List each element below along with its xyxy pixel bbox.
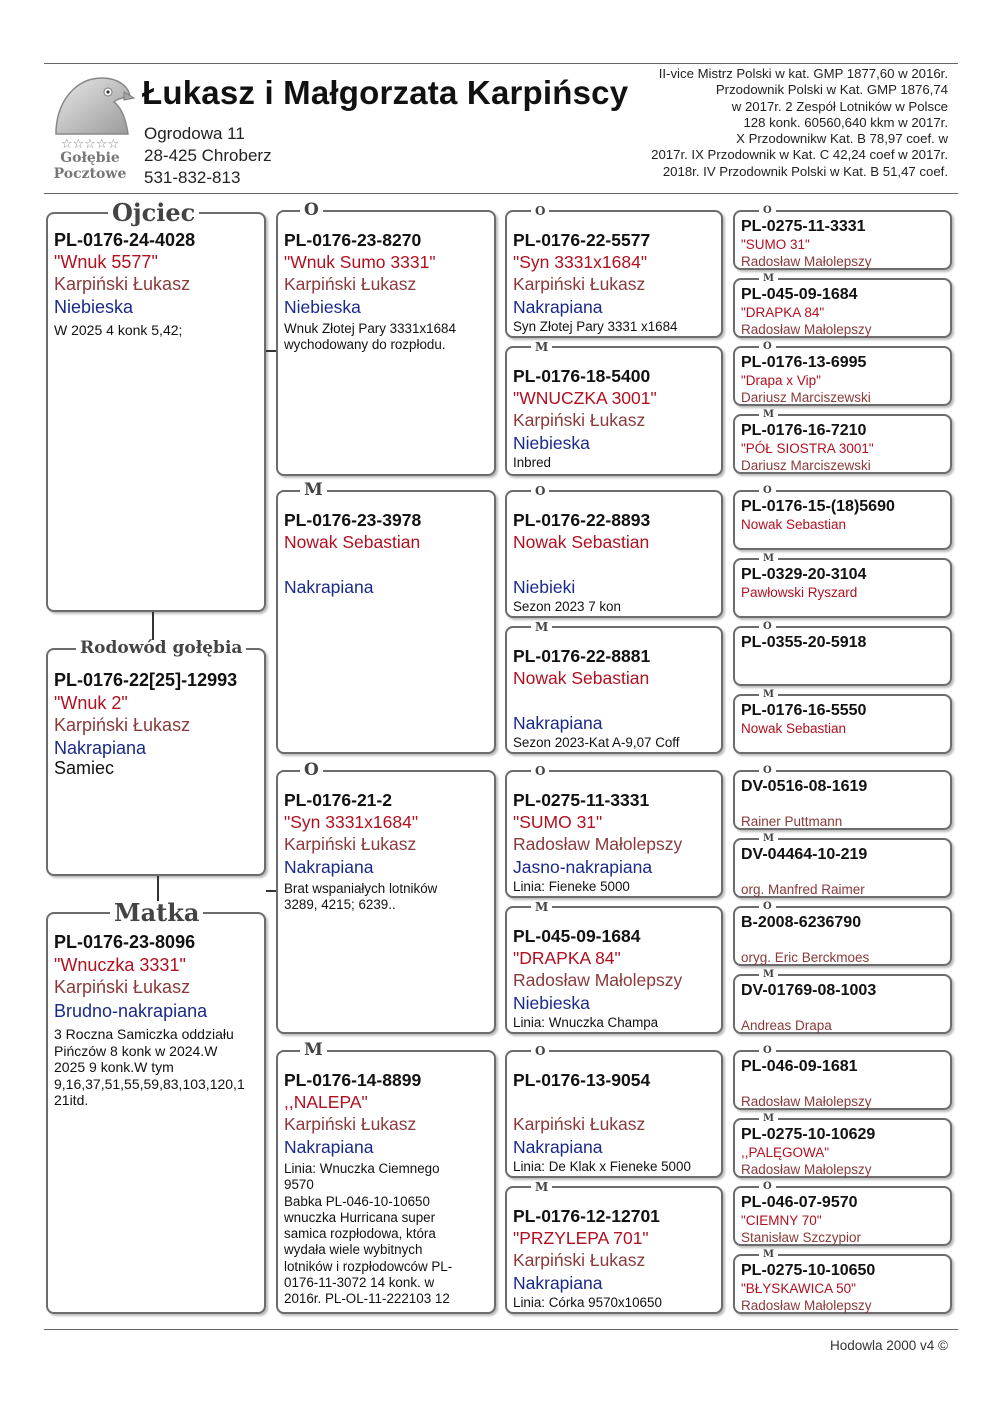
- gen3-1-owner: Karpiński Łukasz: [513, 274, 646, 294]
- gen4-6-sex-label: M: [759, 554, 778, 564]
- gen2-3-note: Brat wspaniałych lotników 3289, 4215; 6239..: [284, 881, 438, 913]
- gen2-1-ring: PL-0176-23-8270: [284, 230, 422, 250]
- gen4-3-owner: Dariusz Marciszewski: [741, 390, 871, 405]
- gen3-4-note: Sezon 2023-Kat A-9,07 Coff: [513, 735, 680, 750]
- gen3-7-owner: Karpiński Łukasz: [513, 1114, 646, 1134]
- mother-name: "Wnuczka 3331": [54, 955, 186, 975]
- gen2-4-sex-label: M: [300, 1042, 327, 1059]
- gen3-box-8[interactable]: [505, 1180, 723, 1314]
- gen2-4-name: ,,NALEPA": [284, 1092, 368, 1112]
- gen3-8-owner: Karpiński Łukasz: [513, 1250, 646, 1270]
- gen4-box-6[interactable]: [733, 553, 952, 618]
- gen4-10-owner: org. Manfred Raimer: [741, 882, 865, 897]
- father-note: W 2025 4 konk 5,42;: [54, 322, 183, 338]
- gen4-10-sex-label: M: [759, 834, 778, 844]
- gen4-box-13[interactable]: [733, 1045, 952, 1110]
- gen3-2-color: Niebieska: [513, 433, 590, 453]
- gen3-1-note: Syn Złotej Pary 3331 x1684: [513, 319, 678, 334]
- gen4-11-owner: oryg. Eric Berckmoes: [741, 950, 870, 965]
- gen3-box-1[interactable]: [505, 204, 723, 338]
- subject-sex: Samiec: [54, 758, 115, 778]
- gen3-6-name: "DRAPKA 84": [513, 948, 621, 968]
- subject-box[interactable]: [46, 638, 266, 876]
- gen2-1-owner: Karpiński Łukasz: [284, 274, 417, 294]
- top-rule: [44, 63, 958, 64]
- gen4-13-ring: PL-046-09-1681: [741, 1058, 858, 1075]
- gen3-box-2[interactable]: [505, 340, 723, 476]
- subject-label: Rodowód gołębia: [76, 640, 246, 657]
- gen4-7-sex-label: O: [759, 622, 776, 632]
- gen4-box-7[interactable]: [733, 621, 952, 686]
- gen4-5-sex-label: O: [759, 486, 776, 496]
- gen3-5-sex-label: O: [531, 765, 549, 777]
- gen4-4-name: "PÓŁ SIOSTRA 3001": [741, 441, 874, 456]
- gen4-1-ring: PL-0275-11-3331: [741, 218, 866, 235]
- gen3-7-sex-label: O: [531, 1045, 549, 1057]
- gen2-box-4[interactable]: [276, 1040, 496, 1314]
- gen2-1-color: Niebieska: [284, 297, 361, 317]
- gen2-3-name: "Syn 3331x1684": [284, 812, 419, 832]
- address-street: Ogrodowa 11: [144, 124, 245, 143]
- subject-owner: Karpiński Łukasz: [54, 715, 191, 735]
- gen3-1-color: Nakrapiana: [513, 297, 603, 317]
- gen3-4-color: Nakrapiana: [513, 713, 603, 733]
- gen3-box-4[interactable]: [505, 620, 723, 754]
- gen2-3-color: Nakrapiana: [284, 857, 374, 877]
- gen3-1-sex-label: O: [531, 205, 549, 217]
- gen3-2-ring: PL-0176-18-5400: [513, 366, 651, 386]
- gen4-3-ring: PL-0176-13-6995: [741, 354, 867, 371]
- gen4-box-1[interactable]: [733, 205, 952, 270]
- gen4-9-ring: DV-0516-08-1619: [741, 778, 868, 795]
- gen4-4-owner: Dariusz Marciszewski: [741, 458, 871, 473]
- mother-note: 3 Roczna Samiczka oddziału Pińczów 8 konk w 2024.W 2025 9 konk.W tym 9,16,37,51,55,59,83,103,120,1 21itd.: [54, 1026, 245, 1108]
- gen4-9-owner: Rainer Puttmann: [741, 814, 843, 829]
- gen3-8-ring: PL-0176-12-12701: [513, 1206, 660, 1226]
- gen3-3-sex-label: O: [531, 485, 549, 497]
- gen4-1-owner: Radosław Małolepszy: [741, 254, 872, 269]
- gen4-5-ring: PL-0176-15-(18)5690: [741, 498, 895, 515]
- gen4-14-sex-label: M: [759, 1114, 778, 1124]
- gen3-2-owner: Karpiński Łukasz: [513, 410, 646, 430]
- gen3-2-note: Inbred: [513, 455, 551, 470]
- gen4-15-ring: PL-046-07-9570: [741, 1194, 858, 1211]
- gen4-box-15[interactable]: [733, 1181, 952, 1246]
- gen3-5-ring: PL-0275-11-3331: [513, 790, 650, 810]
- gen2-3-owner: Karpiński Łukasz: [284, 834, 417, 854]
- bracket-father-h: [266, 350, 276, 352]
- gen2-2-color: Nakrapiana: [284, 577, 374, 597]
- gen2-4-color: Nakrapiana: [284, 1137, 374, 1157]
- gen3-8-name: "PRZYLEPA 701": [513, 1228, 649, 1248]
- gen4-8-sex-label: M: [759, 690, 778, 700]
- gen3-3-color: Niebieki: [513, 577, 576, 597]
- father-color: Niebieska: [54, 297, 134, 317]
- gen4-box-9[interactable]: [733, 765, 952, 830]
- father-owner: Karpiński Łukasz: [54, 274, 191, 294]
- gen3-1-name: "Syn 3331x1684": [513, 252, 648, 272]
- mother-color: Brudno-nakrapiana: [54, 1001, 208, 1021]
- gen4-box-3[interactable]: [733, 341, 952, 406]
- gen4-6-ring: PL-0329-20-3104: [741, 566, 867, 583]
- father-ring: PL-0176-24-4028: [54, 230, 196, 250]
- mother-owner: Karpiński Łukasz: [54, 977, 191, 997]
- gen2-1-note: Wnuk Złotej Pary 3331x1684 wychodowany do rozpłodu.: [284, 321, 456, 353]
- gen4-box-11[interactable]: [733, 901, 952, 966]
- gen4-box-8[interactable]: [733, 689, 952, 754]
- gen3-4-ring: PL-0176-22-8881: [513, 646, 651, 666]
- gen3-5-color: Jasno-nakrapiana: [513, 857, 653, 877]
- gen4-box-5[interactable]: [733, 485, 952, 550]
- gen4-14-ring: PL-0275-10-10629: [741, 1126, 876, 1143]
- address-city: 28-425 Chroberz: [144, 146, 272, 165]
- gen3-6-ring: PL-045-09-1684: [513, 926, 641, 946]
- gen4-9-sex-label: O: [759, 766, 776, 776]
- gen2-2-ring: PL-0176-23-3978: [284, 510, 422, 530]
- gen4-box-2[interactable]: [733, 273, 952, 338]
- gen3-2-sex-label: M: [531, 341, 552, 353]
- gen4-4-ring: PL-0176-16-7210: [741, 422, 867, 439]
- gen3-3-ring: PL-0176-22-8893: [513, 510, 651, 530]
- gen3-6-owner: Radosław Małolepszy: [513, 970, 683, 990]
- gen4-box-14[interactable]: [733, 1113, 952, 1178]
- gen2-4-note: Linia: Wnuczka Ciemnego 9570 Babka PL-046-10-10650 wnuczka Hurricana super samica rozpłodowa, która wydała wiele wybitnych lotników i rozpłodowców PL- 0176-11-3072 14 konk. w 2016r. PL-OL-11-222103 12: [284, 1161, 453, 1307]
- subject-color: Nakrapiana: [54, 738, 147, 758]
- gen4-15-sex-label: O: [759, 1182, 776, 1192]
- gen4-15-owner: Stanisław Szczypior: [741, 1230, 862, 1245]
- gen3-box-6[interactable]: [505, 900, 723, 1034]
- gen3-5-note: Linia: Fieneke 5000: [513, 879, 630, 894]
- gen3-box-7[interactable]: [505, 1044, 723, 1178]
- gen4-2-ring: PL-045-09-1684: [741, 286, 858, 303]
- gen3-8-sex-label: M: [531, 1181, 552, 1193]
- gen4-2-name: "DRAPKA 84": [741, 305, 825, 320]
- gen3-7-note: Linia: De Klak x Fieneke 5000: [513, 1159, 691, 1174]
- gen2-2-owner: Nowak Sebastian: [284, 532, 421, 552]
- gen4-12-owner: Andreas Drapa: [741, 1018, 832, 1033]
- mother-ring: PL-0176-23-8096: [54, 932, 196, 952]
- gen4-13-owner: Radosław Małolepszy: [741, 1094, 872, 1109]
- father-label: Ojciec: [108, 201, 199, 225]
- gen3-7-ring: PL-0176-13-9054: [513, 1070, 651, 1090]
- logo-line1: Gołębie: [60, 150, 120, 166]
- subject-ring: PL-0176-22[25]-12993: [54, 670, 238, 690]
- father-name: "Wnuk 5577": [54, 252, 158, 272]
- gen4-3-name: "Drapa x Vip": [741, 373, 821, 388]
- gen4-box-16[interactable]: [733, 1249, 952, 1314]
- gen4-8-ring: PL-0176-16-5550: [741, 702, 867, 719]
- gen2-1-sex-label: O: [300, 202, 323, 219]
- gen4-7-ring: PL-0355-20-5918: [741, 634, 867, 651]
- gen3-6-sex-label: M: [531, 901, 552, 913]
- gen2-box-3[interactable]: [276, 760, 496, 1034]
- gen3-3-owner: Nowak Sebastian: [513, 532, 650, 552]
- gen3-5-owner: Radosław Małolepszy: [513, 834, 683, 854]
- gen4-11-ring: B-2008-6236790: [741, 914, 862, 931]
- address-phone: 531-832-813: [144, 168, 241, 187]
- gen2-4-owner: Karpiński Łukasz: [284, 1114, 417, 1134]
- gen4-8-name: Nowak Sebastian: [741, 721, 847, 736]
- gen2-3-sex-label: O: [300, 762, 323, 779]
- gen3-5-name: "SUMO 31": [513, 812, 603, 832]
- mother-label: Matka: [110, 901, 203, 925]
- gen4-16-name: "BŁYSKAWICA 50": [741, 1281, 856, 1296]
- gen2-2-sex-label: M: [300, 482, 327, 499]
- gen3-2-name: "WNUCZKA 3001": [513, 388, 657, 408]
- gen4-16-ring: PL-0275-10-10650: [741, 1262, 876, 1279]
- gen3-4-owner: Nowak Sebastian: [513, 668, 650, 688]
- gen4-13-sex-label: O: [759, 1046, 776, 1056]
- gen2-4-ring: PL-0176-14-8899: [284, 1070, 422, 1090]
- gen4-4-sex-label: M: [759, 410, 778, 420]
- father-box[interactable]: [46, 198, 266, 612]
- gen4-12-sex-label: M: [759, 970, 778, 980]
- gen2-box-2[interactable]: [276, 480, 496, 754]
- gen4-2-owner: Radosław Małolepszy: [741, 322, 872, 337]
- gen4-15-name: "CIEMNY 70": [741, 1213, 822, 1228]
- gen4-2-sex-label: M: [759, 274, 778, 284]
- gen3-8-note: Linia: Córka 9570x10650: [513, 1295, 662, 1310]
- gen3-box-3[interactable]: [505, 484, 723, 618]
- gen4-3-sex-label: O: [759, 342, 776, 352]
- footer-rule: [44, 1329, 958, 1330]
- gen4-5-name: Nowak Sebastian: [741, 517, 847, 532]
- gen2-3-ring: PL-0176-21-2: [284, 790, 392, 810]
- bracket-mother-h: [266, 890, 276, 892]
- subject-name: "Wnuk 2": [54, 693, 128, 713]
- gen3-1-ring: PL-0176-22-5577: [513, 230, 651, 250]
- gen3-4-sex-label: M: [531, 621, 552, 633]
- gen2-box-1[interactable]: [276, 200, 496, 476]
- gen3-6-note: Linia: Wnuczka Champa: [513, 1015, 659, 1030]
- header-rule: [44, 193, 958, 194]
- gen4-14-name: ,,PALĘGOWA": [741, 1145, 830, 1160]
- logo-stars: ☆☆☆☆☆: [60, 136, 120, 151]
- gen4-box-10[interactable]: [733, 833, 952, 898]
- gen3-7-color: Nakrapiana: [513, 1137, 603, 1157]
- gen4-1-name: "SUMO 31": [741, 237, 810, 252]
- gen3-6-color: Niebieska: [513, 993, 590, 1013]
- gen2-1-name: "Wnuk Sumo 3331": [284, 252, 436, 272]
- gen4-12-ring: DV-01769-08-1003: [741, 982, 877, 999]
- gen4-box-12[interactable]: [733, 969, 952, 1034]
- achievements-text: II-vice Mistrz Polski w kat. GMP 1877,60 w 2016r. Przodownik Polski w Kat. GMP 1876,74 w 2017r. 2 Zespół Lotników w Polsce 128 konk. 60560,640 kkm w 2017r. X Przodownikw Kat. B 78,97 coef. w 2017r. IX Przodownik w Kat. C 42,24 coef w 2017r. 2018r. IV Przodownik Polski w Kat. B 51,47 coef.: [651, 66, 948, 179]
- mother-box[interactable]: [46, 898, 266, 1314]
- gen3-8-color: Nakrapiana: [513, 1273, 603, 1293]
- gen3-box-5[interactable]: [505, 764, 723, 898]
- gen4-16-sex-label: M: [759, 1250, 778, 1260]
- gen4-box-4[interactable]: [733, 409, 952, 474]
- gen3-3-note: Sezon 2023 7 kon: [513, 599, 621, 614]
- breeder-title: Łukasz i Małgorzata Karpińscy: [142, 74, 629, 111]
- gen4-14-owner: Radosław Małolepszy: [741, 1162, 872, 1177]
- gen4-1-sex-label: O: [759, 206, 776, 216]
- gen4-11-sex-label: O: [759, 902, 776, 912]
- gen4-10-ring: DV-04464-10-219: [741, 846, 868, 863]
- footer-credit: Hodowla 2000 v4 ©: [829, 1338, 948, 1353]
- gen4-16-owner: Radosław Małolepszy: [741, 1298, 872, 1313]
- logo-line2: Pocztowe: [53, 166, 127, 182]
- gen4-6-name: Pawłowski Ryszard: [741, 585, 858, 600]
